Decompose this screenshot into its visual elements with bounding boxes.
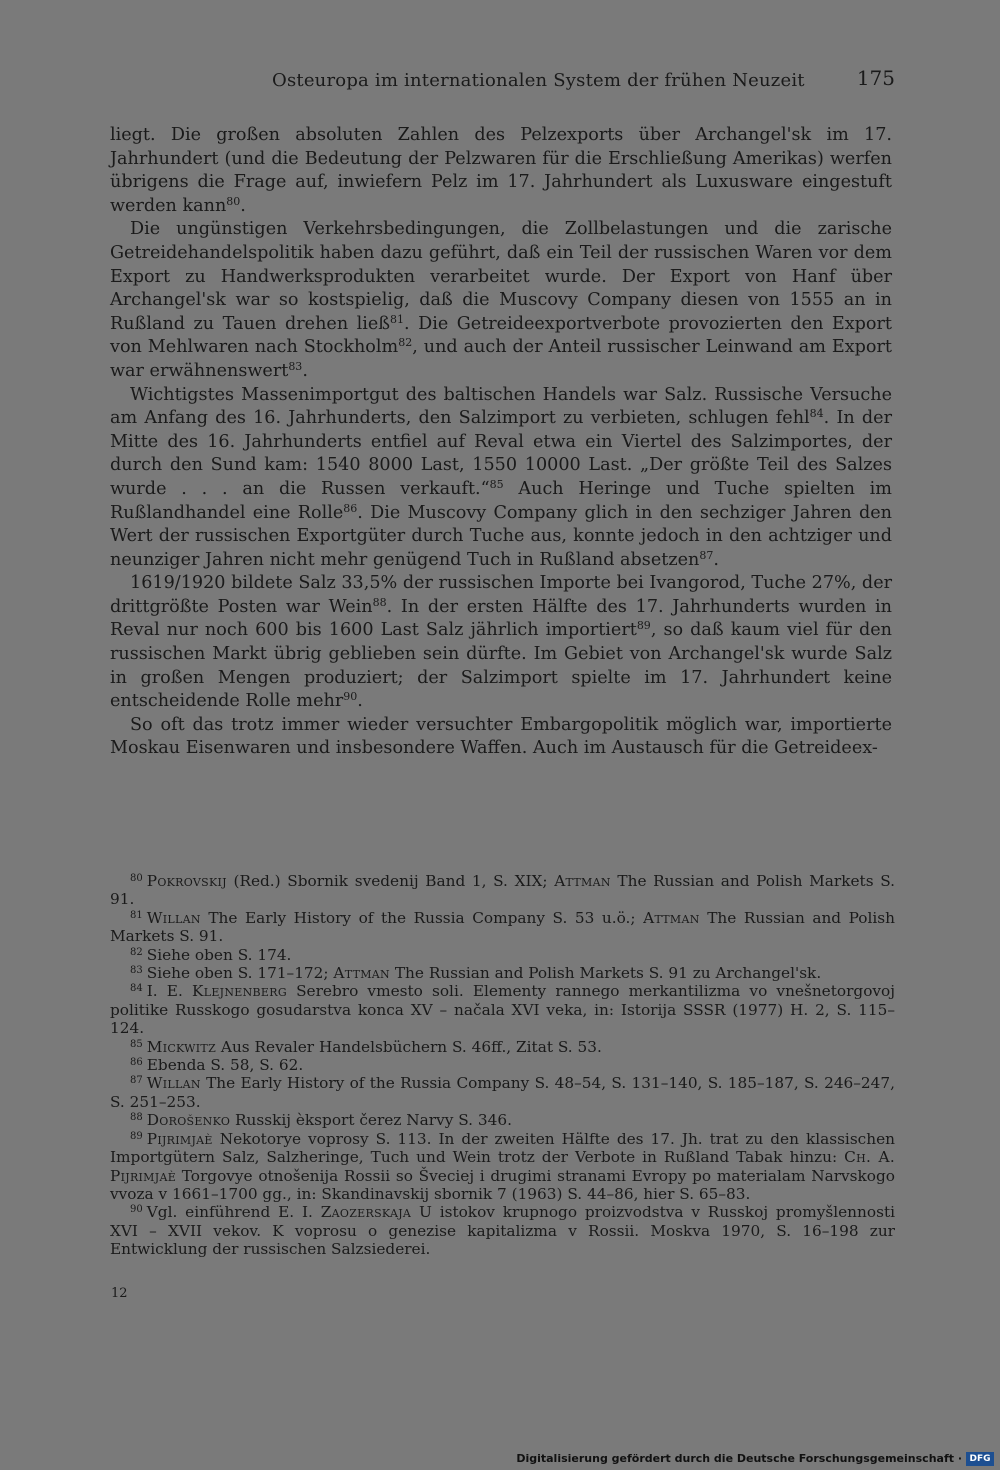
text-run: , so daß kaum viel für den russischen Markt übrig geblieben sein dürfte. Im Gebiet von Archangel'sk wurde Salz in großen Mengen produziert; der Salzimport spielte im 17. Jahrhundert keine entscheidende Rolle mehr	[110, 620, 892, 712]
running-header	[110, 66, 895, 100]
footnote-number: 88	[130, 1112, 143, 1124]
footnote-number: 87	[130, 1075, 143, 1087]
footnote-83	[110, 964, 895, 982]
footnote-number: 82	[130, 946, 143, 958]
footnote-84	[110, 982, 895, 1037]
printer-signature: 12	[111, 1286, 128, 1301]
page-number: 175	[856, 66, 895, 90]
author-name: Klejnenberg	[191, 982, 287, 1001]
footnote-ref[interactable]: 86	[343, 501, 358, 515]
footnote-text: Aus Revaler Handelsbüchern S. 46ff., Zitat S. 53.	[216, 1037, 602, 1056]
footnotes	[110, 872, 895, 1259]
footnote-text: U istokov krupnogo proizvodstva v Russkoj promyšlennosti XVI – XVII vekov. K voprosu o genezise kapitalizma v Rossii. Moskva 1970, S. 16–198 zur Entwicklung der russischen Salzsiederei.	[110, 1203, 895, 1259]
footnote-86	[110, 1056, 895, 1074]
author-name: Dorošenko	[146, 1111, 231, 1130]
author-name: Mickwitz	[146, 1037, 217, 1056]
footnote-number: 83	[130, 965, 143, 977]
text-run: . In der ersten Hälfte des 17. Jahrhunderts wurden in Reval nur noch 600 bis 1600 Last Salz jährlich importiert	[110, 596, 892, 641]
footnote-90	[110, 1203, 895, 1258]
footnote-ref[interactable]: 85	[489, 477, 504, 491]
text-run: . In der Mitte des 16. Jahrhunderts entfiel auf Reval etwa ein Viertel des Salzimportes, der durch den Sund kam: 1540 8000 Last, 1550 10000 Last. „Der größte Teil des Salzes wurde . . . an die Russen verkauft.“	[110, 408, 892, 499]
footnote-text: Nekotorye voprosy S. 113. In der zweiten Hälfte des 17. Jh. trat zu den klassischen Importgütern Salz, Salzheringe, Tuch und Wein trotz der Verbote in Rußland Tabak hinzu:	[110, 1129, 895, 1167]
footnote-ref[interactable]: 80	[226, 194, 241, 208]
text-run: Die ungünstigen Verkehrsbedingungen, die Zollbelastungen und die zarische Getreidehandelspolitik haben dazu geführt, daß ein Teil der russischen Waren vor dem Export zu Handwerksprodukten verarbeitet wurde. Der Export von Hanf über Archangel'sk war so kostspielig, daß die Muscovy Company diesen von 1555 an in Rußland zu Tauen drehen ließ	[110, 219, 892, 334]
footnote-text: I. E.	[146, 982, 192, 1001]
footnote-text: Russkij èksport čerez Narvy S. 346.	[230, 1111, 512, 1130]
footnote-text: The Early History of the Russia Company S. 48–54, S. 131–140, S. 185–187, S. 246–247, S. 251–253.	[110, 1074, 895, 1111]
footnote-88	[110, 1111, 895, 1129]
author-name: Attman	[554, 872, 611, 890]
text-run: 1619/1920 bildete Salz 33,5% der russischen Importe bei Ivangorod, Tuche 27%, der drittgrößte Posten war Wein	[110, 573, 893, 617]
text-run: liegt. Die großen absoluten Zahlen des Pelzexports über Archangel'sk im 17. Jahrhundert (und die Bedeutung der Pelzwaren für die Erschließung Amerikas) werfen übrigens die Frage auf, inwiefern Pelz im 17. Jahrhundert als Luxusware eingestuft werden kann	[110, 125, 892, 216]
paragraph-2	[110, 218, 892, 383]
footnote-ref[interactable]: 89	[636, 619, 651, 633]
footnote-80	[110, 872, 895, 909]
text-run: .	[240, 195, 246, 216]
footnote-ref[interactable]: 90	[343, 690, 358, 704]
author-name: Willan	[146, 1074, 201, 1093]
main-text	[110, 124, 892, 761]
footnote-text: Serebro vmesto soli. Elementy rannego merkantilizma vo vnešnetorgovoj politike Russkogo gosudarstva konca XV – načala XVI veka, in: Istorija SSSR (1977) H. 2, S. 115–124.	[110, 982, 895, 1038]
footnote-number: 81	[130, 909, 143, 921]
footnote-text: Ebenda S. 58, S. 62.	[146, 1056, 304, 1075]
text-run: So oft das trotz immer wieder versuchter Embargopolitik möglich war, importierte Moskau Eisenwaren und insbesondere Waffen. Auch im Austausch für die Getreideex-	[110, 714, 892, 759]
text-run: .	[713, 549, 719, 570]
dfg-logo-icon: DFG	[966, 1452, 994, 1466]
paragraph-3	[110, 384, 892, 573]
footnote-85	[110, 1038, 895, 1056]
paragraph-5	[110, 714, 892, 761]
digitization-footer	[0, 1450, 1000, 1470]
author-name: Attman	[333, 964, 390, 983]
author-name: Pijrimjaè	[146, 1129, 213, 1148]
funding-notice: Digitalisierung gefördert durch die Deutsche Forschungsgemeinschaft ·	[516, 1452, 962, 1465]
footnote-number: 86	[130, 1057, 143, 1069]
footnote-text: Siehe oben S. 174.	[146, 945, 292, 964]
author-name: Willan	[146, 908, 201, 927]
footnote-number: 80	[130, 873, 143, 884]
author-name: Attman	[643, 908, 700, 927]
footnote-number: 85	[130, 1038, 143, 1050]
footnote-ref[interactable]: 81	[390, 312, 405, 326]
paragraph-4	[110, 572, 892, 714]
footnote-text: The Russian and Polish Markets S. 91.	[110, 908, 895, 946]
author-name: Ch. A. Pijrimjaè	[110, 1148, 895, 1185]
paragraph-1	[110, 124, 892, 218]
footnote-number: 90	[130, 1204, 143, 1216]
footnote-text: The Early History of the Russia Company S. 53 u.ö.;	[200, 908, 644, 927]
text-run: . Die Getreideexportverbote provozierten den Export von Mehlwaren nach Stockholm	[110, 313, 893, 358]
footnote-text: Torgovye otnošenija Rossii so Šveciej i drugimi stranami Evropy po materialam Narvskogo vvoza v 1661–1700 gg., in: Skandinavskij sbornik 7 (1963) S. 44–86, hier S. 65–83.	[110, 1166, 895, 1203]
footnote-text: Vgl. einführend E. I.	[146, 1203, 321, 1222]
text-run: Auch Heringe und Tuche spielten im Rußlandhandel eine Rolle	[110, 478, 892, 523]
footnote-number: 84	[130, 983, 143, 995]
footnote-text: Siehe oben S. 171–172;	[146, 964, 334, 983]
footnote-81	[110, 909, 895, 946]
footnote-number: 89	[130, 1130, 143, 1142]
footnote-87	[110, 1074, 895, 1111]
text-run: .	[357, 691, 363, 712]
text-run: , und auch der Anteil russischer Leinwand am Export war erwähnenswert	[110, 337, 892, 381]
author-name: Zaozerskaja	[320, 1203, 412, 1222]
text-run: .	[302, 360, 308, 381]
text-run: Wichtigstes Massenimportgut des baltischen Handels war Salz. Russische Versuche am Anfang des 16. Jahrhunderts, den Salzimport zu verbieten, schlugen fehl	[110, 384, 892, 429]
author-name: Pokrovskij	[146, 872, 227, 890]
running-title: Osteuropa im internationalen System der frühen Neuzeit	[272, 70, 805, 91]
footnote-82	[110, 946, 895, 964]
footnote-ref[interactable]: 87	[699, 548, 714, 562]
text-run: . Die Muscovy Company glich in den sechziger Jahren den Wert der russischen Exportgüter durch Tuche aus, konnte jedoch in den achtziger und neunziger Jahren nicht mehr genügend Tuch in Rußland absetzen	[110, 502, 892, 570]
footnote-text: The Russian and Polish Markets S. 91.	[110, 872, 895, 909]
footnote-ref[interactable]: 83	[288, 359, 303, 373]
footnote-ref[interactable]: 88	[372, 595, 387, 609]
footnote-text: (Red.) Sbornik svedenij Band 1, S. XIX;	[226, 872, 555, 890]
footnote-ref[interactable]: 82	[398, 336, 413, 350]
footnote-ref[interactable]: 84	[809, 407, 824, 421]
footnote-text: The Russian and Polish Markets S. 91 zu Archangel'sk.	[389, 964, 822, 983]
footnote-89	[110, 1130, 895, 1204]
